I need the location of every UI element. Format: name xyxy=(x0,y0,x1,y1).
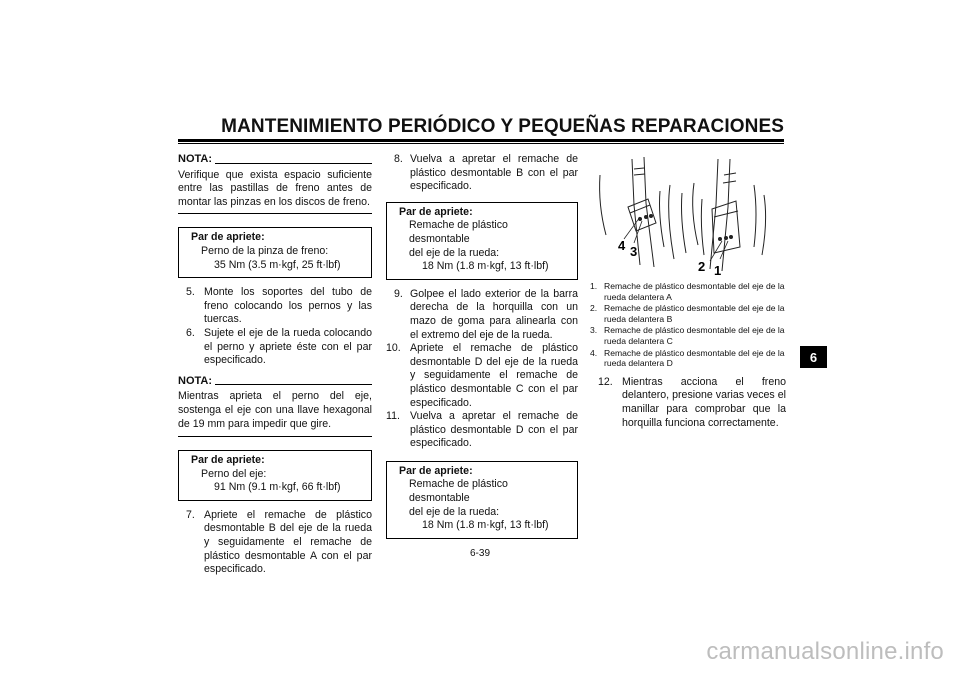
torque-item: Remache de plástico desmontable xyxy=(409,219,508,245)
column-left xyxy=(178,153,372,577)
caption-item xyxy=(590,348,786,369)
torque-box-rivet xyxy=(386,202,578,280)
step-text: Mientras acciona el freno delantero, presione varias veces el manillar para comprobar que la horquilla funciona correctamente. xyxy=(622,375,786,429)
caption-number: 1. xyxy=(590,281,598,291)
nota-end-rule xyxy=(178,436,372,437)
caption-list xyxy=(590,281,786,369)
step-number: 8. xyxy=(394,153,403,165)
callout-3: 3 xyxy=(630,244,638,259)
caption-text: Remache de plástico desmontable del eje de la rueda delantera A xyxy=(604,281,785,302)
step-item xyxy=(386,410,578,451)
torque-heading: Par de apriete: xyxy=(399,205,473,218)
caption-number: 3. xyxy=(590,325,598,336)
chapter-tab: 6 xyxy=(800,346,827,368)
step-number: 12. xyxy=(598,375,613,388)
step-item xyxy=(178,286,372,327)
torque-item: del eje de la rueda: xyxy=(409,246,500,259)
torque-item: Remache de plástico desmontable xyxy=(409,478,508,505)
fork-illustration xyxy=(590,155,786,279)
step-item xyxy=(590,376,786,430)
torque-value: 91 Nm (9.1 m·kgf, 66 ft·lbf) xyxy=(214,481,341,494)
step-text: Golpee el lado exterior de la barra derecha de la horquilla con un mazo de goma para alinearla con el extremo del eje de la rueda. xyxy=(410,287,578,341)
step-text: Apriete el remache de plástico desmontable D del eje de la rueda y seguidamente el remache de plástico desmontable C con el par especificado. xyxy=(410,342,578,409)
torque-heading: Par de apriete: xyxy=(191,231,265,244)
step-text: Apriete el remache de plástico desmontable B del eje de la rueda y seguidamente el remache de plástico desmontable A con el par especificado. xyxy=(204,508,372,576)
torque-item: Perno del eje: xyxy=(201,467,267,480)
page-title: MANTENIMIENTO PERIÓDICO Y PEQUEÑAS REPARACIONES xyxy=(221,116,784,137)
torque-value: 18 Nm (1.8 m·kgf, 13 ft·lbf) xyxy=(422,260,549,273)
nota-text: Verifique que exista espacio suficiente entre las pastillas de freno antes de montar las pinzas en los discos de freno. xyxy=(178,168,372,208)
step-item xyxy=(386,342,578,410)
caption-text: Remache de plástico desmontable del eje de la rueda delantera C xyxy=(604,325,785,346)
caption-text: Remache de plástico desmontable del eje de la rueda delantera B xyxy=(604,303,785,324)
torque-box-rivet xyxy=(386,461,578,539)
title-rule xyxy=(178,139,784,142)
caption-number: 4. xyxy=(590,347,598,358)
torque-item: del eje de la rueda: xyxy=(409,505,500,518)
torque-heading: Par de apriete: xyxy=(191,454,265,467)
nota-heading xyxy=(178,153,372,167)
nota-label: NOTA: xyxy=(178,153,213,165)
callout-1: 1 xyxy=(714,263,722,278)
caption-text: Remache de plástico desmontable del eje de la rueda delantera D xyxy=(604,347,785,369)
column-right xyxy=(590,155,786,430)
torque-box-axle xyxy=(178,450,372,501)
step-item xyxy=(386,153,578,194)
step-number: 9. xyxy=(394,287,403,300)
step-item xyxy=(178,509,372,577)
caption-item xyxy=(590,303,786,324)
watermark: carmanualsonline.info xyxy=(706,638,944,665)
title-rule-thin xyxy=(178,143,784,144)
torque-box-caliper xyxy=(178,227,372,278)
step-item xyxy=(386,288,578,342)
nota-text: Mientras aprieta el perno del eje, sostenga el eje con una llave hexagonal de 19 mm para impedir que gire. xyxy=(178,390,372,430)
page-number: 6-39 xyxy=(469,548,490,559)
step-number: 10. xyxy=(386,342,401,355)
torque-value: 35 Nm (3.5 m·kgf, 25 ft·lbf) xyxy=(214,258,341,271)
step-number: 7. xyxy=(186,508,195,521)
nota-heading xyxy=(178,375,372,389)
callout-4: 4 xyxy=(618,238,626,253)
step-text: Vuelva a apretar el remache de plástico desmontable D con el par especificado. xyxy=(410,410,578,450)
caption-item xyxy=(590,325,786,346)
torque-item: Perno de la pinza de freno: xyxy=(201,244,329,257)
nota-end-rule xyxy=(178,213,372,214)
step-text: Sujete el eje de la rueda colocando el perno y apriete éste con el par especificado. xyxy=(204,326,372,367)
step-number: 5. xyxy=(186,286,195,299)
caption-item xyxy=(590,281,786,302)
torque-value: 18 Nm (1.8 m·kgf, 13 ft·lbf) xyxy=(422,519,549,532)
step-text: Vuelva a apretar el remache de plástico desmontable B con el par especificado. xyxy=(410,153,578,193)
nota-label: NOTA: xyxy=(178,374,213,387)
step-text: Monte los soportes del tubo de freno colocando los pernos y las tuercas. xyxy=(204,286,372,326)
callout-2: 2 xyxy=(698,259,706,274)
torque-heading: Par de apriete: xyxy=(399,464,473,477)
caption-number: 2. xyxy=(590,303,598,314)
step-number: 6. xyxy=(186,326,195,339)
step-item xyxy=(178,327,372,368)
column-middle xyxy=(386,153,578,539)
step-number: 11. xyxy=(386,410,400,423)
